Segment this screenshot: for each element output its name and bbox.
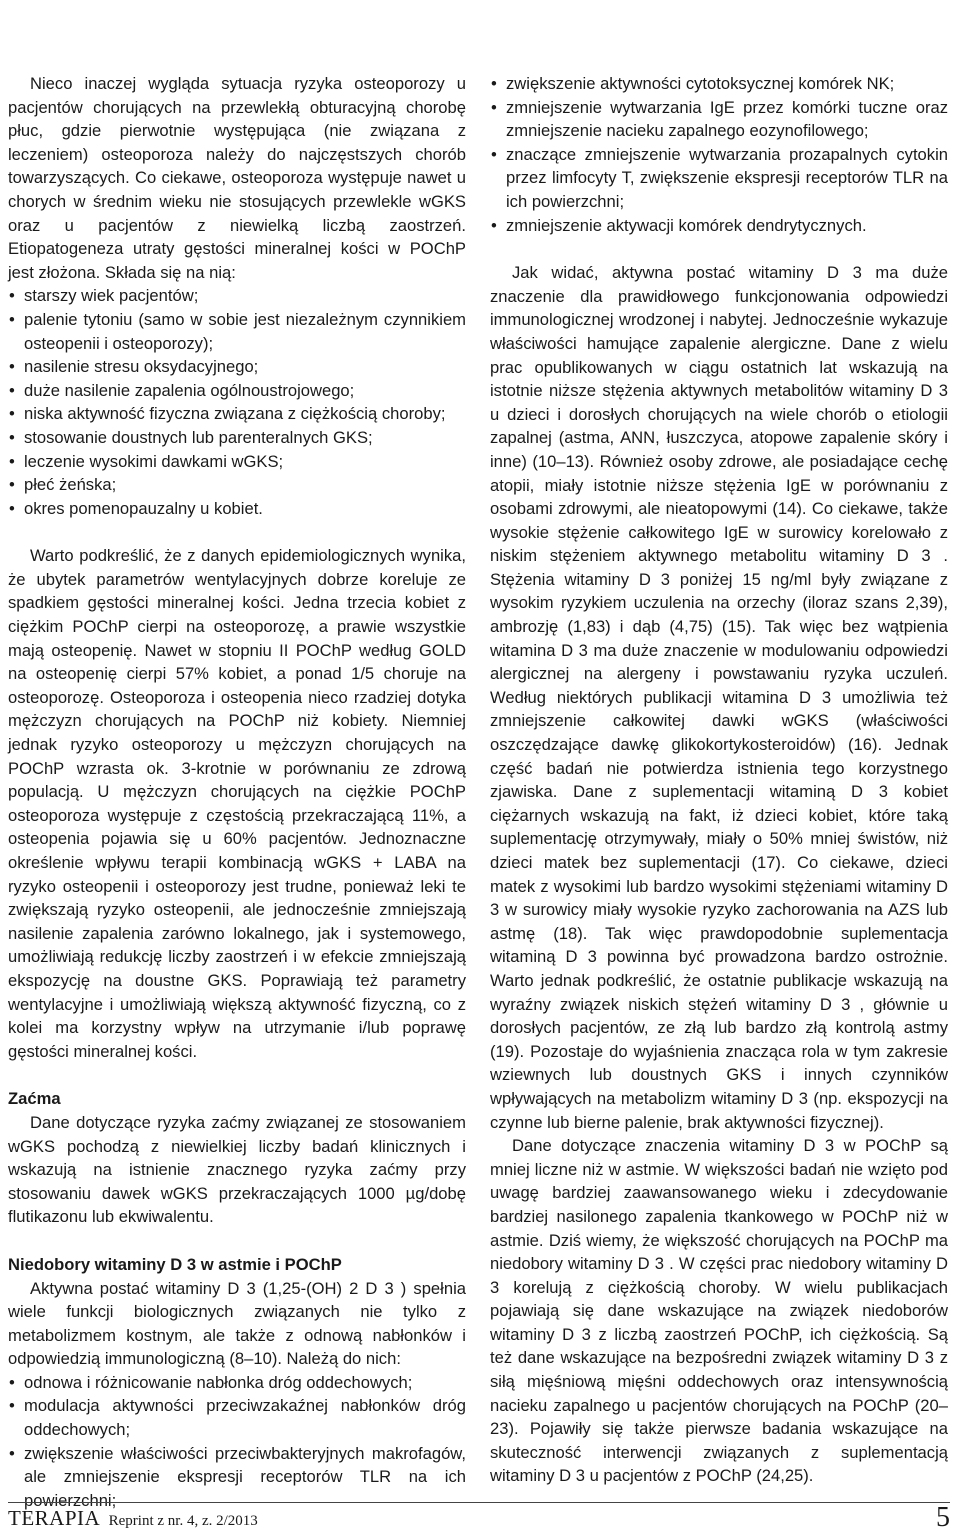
page-number: 5: [936, 1502, 950, 1533]
paragraph-vitamin-d-intro: Aktywna postać witaminy D 3 (1,25-(OH) 2 D 3 ) spełnia wiele funkcji biologicznych związanych nie tylko z metabolizmem kostnym, ale także z odnową nabłonków i odpowiedzią immunologiczną (8–10). Należą do nich:: [8, 1278, 466, 1369]
list-item: • nasilenie stresu oksydacyjnego;: [8, 355, 466, 379]
paragraph-vitamin-d-asthma: Jak widać, aktywna postać witaminy D 3 ma duże znaczenie dla prawidłowego funkcjonowania odpowiedzi immunologicznej wrodzonej i nabytej. Jednocześnie wykazuje właściwości hamujące zapalenie alergiczne. Dane z wielu prac opublikowanych w ciągu ostatnich lat wskazują na istotnie niższe stężenia aktywnych metabolitów witaminy D 3 u dzieci i dorosłych chorujących na wiele chorób o etiologii zapalnej (astma, ANN, łuszczyca, atopowe zapalenie skóry i inne) (10–13). Również osoby zdrowe, ale posiadające cechę atopii, miały istotnie niższe stężenia IgE w porównaniu z osobami zdrowymi, ale nieatopowymi (14). Co ciekawe, także wysokie stężenie całkowitego IgE w surowicy korelowało z niskim stężeniem aktywnego metabolitu witaminy D 3 . Stężenia witaminy D 3 poniżej 15 ng/ml były związane z wysokim ryzykiem uczulenia na orzechy (iloraz szans 2,39), ambrozję (1,83) i dąb (4,75) (15). Tak więc bez wątpienia witamina D 3 ma duże znaczenie w modulowaniu odpowiedzi alergicznej na alergeny i powstawaniu ryzyka uczuleń. Według niektórych publikacji witamina D 3 umożliwia też zmniejszenie całkowitej dawki wGKS (właściwości oszczędzające dawkę glikokortykosteroidów) (16). Jednak część badań nie potwierdza istnienia tego korzystnego zjawiska. Dane z suplementacji witaminą D 3 kobiet ciężarnych wskazują na fakt, iż dzieci kobiet, które taką suplementację otrzymywały, miały o 50% mniej świstów, niż dzieci matek bez suplementacji (17). Co ciekawe, dzieci matek z wysokimi lub bardzo wysokimi stężeniami witaminy D 3 w surowicy miały wysokie ryzyko zachorowania na AZS lub astmę (18). Tak więc prawdopodobnie suplementacja witaminą D 3 powinna być prowadzona bardzo ostrożnie. Warto jednak podkreślić, że ostatnie publikacje wskazują na wyraźny związek niskich stężeń witaminy D 3 , głównie u dorosłych pacjentów, ze złą lub bardzo złą kontrolą astmy (19). Pozostaje do wyjaśnienia znacząca rola w tym zakresie wziewnych lub doustnych GKS i innych czynników wpływających na metabolizm witaminy D 3 (np. ekspozycji na czynne lub bierne palenie, brak aktywności fizycznej).: [490, 263, 948, 1132]
list-item: • starszy wiek pacjentów;: [8, 284, 466, 308]
list-item: • zmniejszenie wytwarzania IgE przez komórki tuczne oraz zmniejszenie nacieku zapalnego eozynofilowego;: [490, 96, 948, 143]
list-item: • zmniejszenie aktywacji komórek dendrytycznych.: [490, 214, 948, 238]
right-column: [490, 72, 948, 1488]
list-item: • niska aktywność fizyczna związana z ciężkością choroby;: [8, 402, 466, 426]
risk-factors-list: [8, 284, 466, 520]
issue-reference: Reprint z nr. 4, z. 2/2013: [108, 1513, 258, 1529]
left-column: [8, 72, 466, 1512]
list-item: • okres pomenopauzalny u kobiet.: [8, 497, 466, 521]
list-item: • płeć żeńska;: [8, 473, 466, 497]
list-item: • odnowa i różnicowanie nabłonka dróg oddechowych;: [8, 1371, 466, 1395]
footer-rule: [8, 1502, 950, 1503]
section-heading-vitamin-d: Niedobory witaminy D 3 w astmie i POChP: [8, 1254, 342, 1274]
vitamin-d-functions-list: [8, 1371, 466, 1513]
paragraph-vitamin-d-pochp: Dane dotyczące znaczenia witaminy D 3 w POChP są mniej liczne niż w astmie. W większości badań nie wzięto pod uwagę bardziej zaawansowanego wieku i zdecydowanie bardziej nasilonego zapalenia tkankowego w POChP niż w astmie. Dziś wiemy, że większość chorujących na POChP ma niedobory witaminy D 3 . W części prac niedobory witaminy D 3 korelują z ciężkością choroby. W wielu publikacjach pojawiają się dane wskazujące na związek niedoborów witaminy D 3 z liczbą zaostrzeń POChP, ich ciężkością. Są też dane wskazujące na bezpośredni związek witaminy D 3 z siłą mięśniową mięśni oddechowych oraz intensywnością nacieku zapalnego u pacjentów chorujących na POChP (20–23). Pojawiły się także pierwsze badania wskazujące na skuteczność interwencji związanych z suplementacją witaminy D 3 u pacjentów z POChP (24,25).: [490, 1136, 948, 1486]
list-item: • modulacja aktywności przeciwzakaźnej nabłonków dróg oddechowych;: [8, 1394, 466, 1441]
list-item: • znaczące zmniejszenie wytwarzania prozapalnych cytokin przez limfocyty T, zwiększenie ekspresji receptorów TLR na ich powierzchni;: [490, 143, 948, 214]
list-item: • leczenie wysokimi dawkami wGKS;: [8, 450, 466, 474]
page-footer: [8, 1502, 950, 1536]
list-item: • palenie tytoniu (samo w sobie jest niezależnym czynnikiem osteopenii i osteoporozy);: [8, 308, 466, 355]
list-item: • stosowanie doustnych lub parenteralnych GKS;: [8, 426, 466, 450]
paragraph-zacma: Dane dotyczące ryzyka zaćmy związanej ze stosowaniem wGKS pochodzą z niewielkiej liczby badań klinicznych i wskazują na istnienie znacznego ryzyka zaćmy przy stosowaniu dawek wGKS przekraczających 1000 µg/dobę flutikazonu lub ekwiwalentu.: [8, 1112, 466, 1227]
journal-name: TERAPIA: [8, 1506, 101, 1530]
list-item: • duże nasilenie zapalenia ogólnoustrojowego;: [8, 379, 466, 403]
section-heading-zacma: Zaćma: [8, 1089, 61, 1109]
vitamin-d-functions-list-continued: [490, 72, 948, 237]
list-item: • zwiększenie właściwości przeciwbakteryjnych makrofagów, ale zmniejszenie ekspresji receptorów TLR na ich powierzchni;: [8, 1442, 466, 1513]
paragraph-epidemiology: Warto podkreślić, że z danych epidemiologicznych wynika, że ubytek parametrów wentylacyjnych dobrze koreluje ze spadkiem gęstości mineralnej kości. Jedna trzecia kobiet z ciężkim POChP cierpi na osteoporozę, a prawie wszystkie mają osteopenię. Nawet w stopniu II POChP według GOLD na osteopenię cierpi 57% kobiet, a ponad 1/5 choruje na osteoporozę. Osteoporoza i osteopenia nieco rzadziej dotyka mężczyzn chorujących na POChP niż kobiety. Niemniej jednak ryzyko osteoporozy u mężczyzn chorujących na POChP wzrasta ok. 3-krotnie w porównaniu ze zdrową populacją. U mężczyzn chorujących na ciężkie POChP osteoporoza występuje z częstością przekraczającą 11%, a osteopenia pojawia się u 60% pacjentów. Jednoznaczne określenie wpływu terapii kombinacją wGKS + LABA na ryzyko osteopenii i osteoporozy jest trudne, ponieważ leki te zwiększają ryzyko osteopenii, ale jednocześnie zmniejszają nasilenie zapalenia zarówno lokalnego, jak i systemowego, umożliwiają redukcję liczby zaostrzeń i w efekcie zmniejszają ekspozycję na doustne GKS. Poprawiają też parametry wentylacyjne i umożliwiają większą aktywność fizyczną, co z kolei ma korzystny wpływ na utrzymanie i/lub poprawę gęstości mineralnej kości.: [8, 546, 466, 1061]
paragraph-osteoporosis-intro: Nieco inaczej wygląda sytuacja ryzyka osteoporozy u pacjentów chorujących na przewlekłą obturacyjną chorobę płuc, gdzie pierwotnie występująca (nie związana z leczeniem) osteoporoza należy do najczęstszych chorób towarzyszących. Co ciekawe, osteoporoza występuje nawet u chorych w średnim wieku nie stosujących przewlekle wGKS oraz u pacjentów z niewielką liczbą zaostrzeń. Etiopatogeneza utraty gęstości mineralnej kości w POChP jest złożona. Składa się na nią:: [8, 74, 466, 282]
list-item: • zwiększenie aktywności cytotoksycznej komórek NK;: [490, 72, 948, 96]
